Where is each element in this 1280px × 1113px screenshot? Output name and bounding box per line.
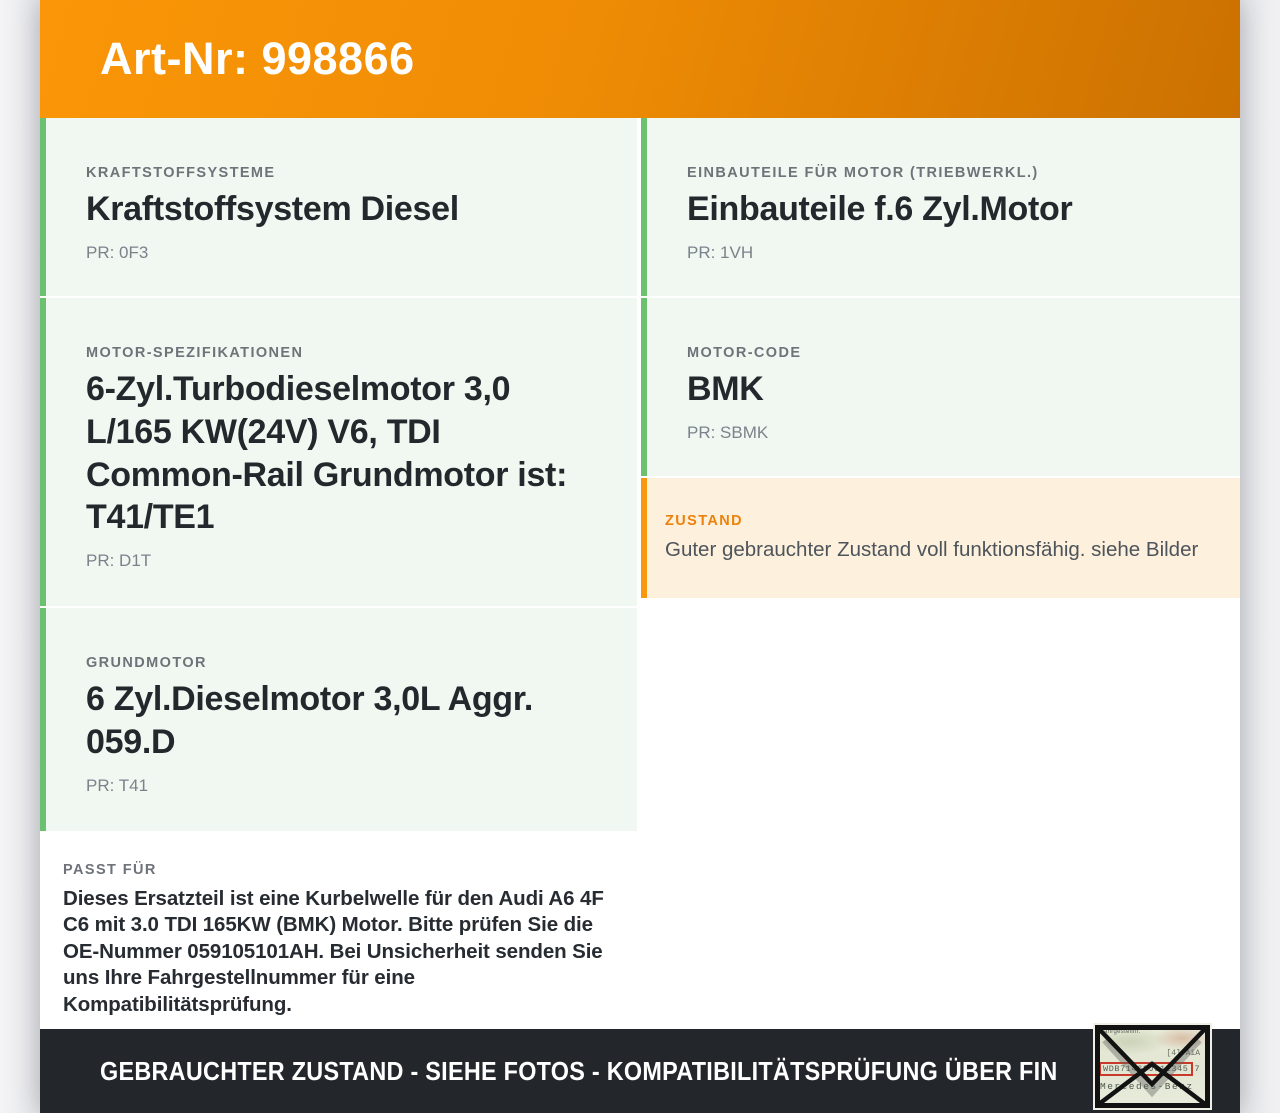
- condition-text: Guter gebrauchter Zustand voll funktionsfähig. siehe Bilder: [665, 538, 1199, 561]
- header-banner: [40, 0, 1240, 118]
- sticker-meta-text: [4] AiA: [1166, 1049, 1200, 1058]
- card-label: KRAFTSTOFFSYSTEME: [86, 165, 276, 181]
- card-title: 6-Zyl.Turbodieselmotor 3,0 L/165 KW(24V) V6, TDI Common-Rail Grundmotor ist: T41/TE1: [86, 370, 568, 537]
- vin-number-redbox: WDB71463J312345: [1099, 1062, 1193, 1076]
- card-title: BMK: [687, 370, 764, 408]
- content-sheet: [40, 0, 1240, 1113]
- envelope-icon: [1095, 1025, 1210, 1108]
- vin-suffix: 7: [1194, 1064, 1200, 1074]
- spec-card-grundmotor: [40, 608, 637, 831]
- card-pr-code: PR: 1VH: [687, 242, 754, 262]
- condition-card-zustand: [641, 478, 1240, 598]
- empty-area: [641, 600, 1240, 1029]
- card-label: PASST FÜR: [63, 862, 157, 878]
- note-card-passt-fuer: [40, 833, 637, 1029]
- card-title: Einbauteile f.6 Zyl.Motor: [687, 190, 1073, 228]
- spec-card-motor-code: [641, 298, 1240, 476]
- card-pr-code: PR: D1T: [86, 551, 152, 571]
- card-title: Kraftstoffsystem Diesel: [86, 190, 459, 228]
- footer-text: GEBRAUCHTER ZUSTAND - SIEHE FOTOS - KOMPATIBILITÄTSPRÜFUNG ÜBER FIN: [100, 1055, 1058, 1086]
- left-column: [40, 118, 637, 1029]
- card-pr-code: PR: 0F3: [86, 242, 149, 262]
- card-label: MOTOR-SPEZIFIKATIONEN: [86, 345, 304, 361]
- card-label: GRUNDMOTOR: [86, 655, 207, 671]
- card-label: EINBAUTEILE FÜR MOTOR (TRIEBWERKL.): [687, 165, 1039, 181]
- spec-card-motor-spezifikationen: [40, 298, 637, 606]
- card-pr-code: PR: SBMK: [687, 422, 769, 442]
- sticker-fahrgestellnr-label: Fahrgestellnr.: [1100, 1029, 1141, 1035]
- compatibility-note-text: Dieses Ersatzteil ist eine Kurbelwelle für den Audi A6 4F C6 mit 3.0 TDI 165KW (BMK) Motor. Bitte prüfen Sie die OE-Nummer 059105101AH. Bei Unsicherheit senden Sie uns Ihre Fahrgestellnummer für eine Kompatibilitätsprüfung.: [63, 887, 604, 1016]
- right-column: [641, 118, 1240, 1029]
- footer-banner: [40, 1029, 1240, 1113]
- spec-card-einbauteile: [641, 118, 1240, 296]
- card-label: ZUSTAND: [665, 513, 743, 529]
- spec-card-kraftstoffsysteme: [40, 118, 637, 296]
- spec-grid: [40, 118, 1240, 1029]
- vin-sticker-photo: [1093, 1023, 1212, 1110]
- sticker-brand-text: Mercedes-Benz: [1100, 1081, 1194, 1092]
- card-label: MOTOR-CODE: [687, 345, 802, 361]
- card-pr-code: PR: T41: [86, 775, 149, 795]
- page-title: Art-Nr: 998866: [100, 33, 415, 84]
- card-title: 6 Zyl.Dieselmotor 3,0L Aggr. 059.D: [86, 680, 533, 761]
